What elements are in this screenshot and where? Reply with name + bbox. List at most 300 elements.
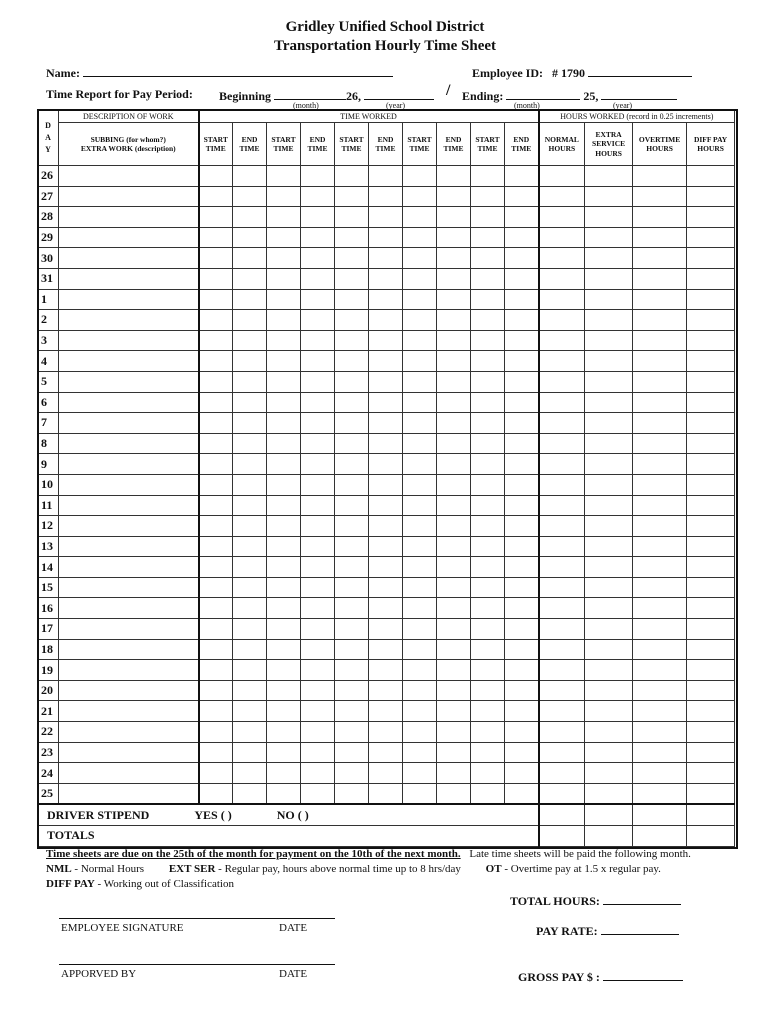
- hours-cell[interactable]: [585, 371, 633, 392]
- time-cell[interactable]: [267, 474, 301, 495]
- hours-cell[interactable]: [633, 598, 687, 619]
- time-cell[interactable]: [233, 371, 267, 392]
- time-cell[interactable]: [233, 660, 267, 681]
- description-cell[interactable]: [59, 598, 199, 619]
- time-cell[interactable]: [233, 577, 267, 598]
- time-cell[interactable]: [335, 186, 369, 207]
- time-cell[interactable]: [199, 186, 233, 207]
- time-cell[interactable]: [369, 557, 403, 578]
- time-cell[interactable]: [505, 166, 539, 187]
- description-cell[interactable]: [59, 186, 199, 207]
- time-cell[interactable]: [369, 186, 403, 207]
- time-cell[interactable]: [505, 763, 539, 784]
- time-cell[interactable]: [505, 598, 539, 619]
- hours-cell[interactable]: [687, 577, 735, 598]
- time-cell[interactable]: [403, 598, 437, 619]
- time-cell[interactable]: [233, 516, 267, 537]
- time-cell[interactable]: [437, 392, 471, 413]
- time-cell[interactable]: [471, 722, 505, 743]
- hours-cell[interactable]: [539, 166, 585, 187]
- hours-cell[interactable]: [687, 639, 735, 660]
- hours-cell[interactable]: [585, 330, 633, 351]
- description-cell[interactable]: [59, 371, 199, 392]
- hours-cell[interactable]: [539, 660, 585, 681]
- hours-cell[interactable]: [539, 186, 585, 207]
- time-cell[interactable]: [267, 454, 301, 475]
- time-cell[interactable]: [505, 557, 539, 578]
- time-cell[interactable]: [267, 248, 301, 269]
- hours-cell[interactable]: [585, 310, 633, 331]
- time-cell[interactable]: [403, 392, 437, 413]
- time-cell[interactable]: [335, 433, 369, 454]
- hours-cell[interactable]: [539, 248, 585, 269]
- time-cell[interactable]: [301, 413, 335, 434]
- time-cell[interactable]: [471, 330, 505, 351]
- hours-cell[interactable]: [687, 619, 735, 640]
- time-cell[interactable]: [199, 536, 233, 557]
- hours-cell[interactable]: [585, 577, 633, 598]
- time-cell[interactable]: [199, 516, 233, 537]
- time-cell[interactable]: [199, 392, 233, 413]
- description-cell[interactable]: [59, 557, 199, 578]
- hours-cell[interactable]: [633, 268, 687, 289]
- time-cell[interactable]: [335, 413, 369, 434]
- hours-cell[interactable]: [687, 392, 735, 413]
- total-hours-cell[interactable]: [687, 826, 735, 847]
- time-cell[interactable]: [199, 660, 233, 681]
- time-cell[interactable]: [199, 413, 233, 434]
- time-cell[interactable]: [199, 248, 233, 269]
- time-cell[interactable]: [301, 536, 335, 557]
- time-cell[interactable]: [335, 454, 369, 475]
- hours-cell[interactable]: [633, 516, 687, 537]
- time-cell[interactable]: [199, 495, 233, 516]
- hours-cell[interactable]: [539, 330, 585, 351]
- ending-month-field[interactable]: [506, 87, 580, 100]
- time-cell[interactable]: [471, 619, 505, 640]
- hours-cell[interactable]: [633, 660, 687, 681]
- time-cell[interactable]: [335, 742, 369, 763]
- time-cell[interactable]: [437, 742, 471, 763]
- time-cell[interactable]: [403, 413, 437, 434]
- time-cell[interactable]: [267, 680, 301, 701]
- hours-cell[interactable]: [633, 186, 687, 207]
- description-cell[interactable]: [59, 474, 199, 495]
- total-hours-cell[interactable]: [633, 826, 687, 847]
- time-cell[interactable]: [505, 722, 539, 743]
- time-cell[interactable]: [505, 701, 539, 722]
- time-cell[interactable]: [335, 660, 369, 681]
- hours-cell[interactable]: [633, 783, 687, 804]
- description-cell[interactable]: [59, 330, 199, 351]
- time-cell[interactable]: [335, 330, 369, 351]
- hours-cell[interactable]: [585, 598, 633, 619]
- time-cell[interactable]: [267, 310, 301, 331]
- time-cell[interactable]: [403, 186, 437, 207]
- description-cell[interactable]: [59, 289, 199, 310]
- time-cell[interactable]: [369, 351, 403, 372]
- time-cell[interactable]: [199, 742, 233, 763]
- time-cell[interactable]: [199, 310, 233, 331]
- time-cell[interactable]: [267, 722, 301, 743]
- time-cell[interactable]: [437, 722, 471, 743]
- hours-cell[interactable]: [539, 351, 585, 372]
- hours-cell[interactable]: [539, 289, 585, 310]
- hours-cell[interactable]: [585, 227, 633, 248]
- time-cell[interactable]: [505, 433, 539, 454]
- time-cell[interactable]: [301, 742, 335, 763]
- time-cell[interactable]: [267, 330, 301, 351]
- time-cell[interactable]: [233, 536, 267, 557]
- time-cell[interactable]: [335, 371, 369, 392]
- time-cell[interactable]: [267, 598, 301, 619]
- time-cell[interactable]: [505, 536, 539, 557]
- hours-cell[interactable]: [633, 680, 687, 701]
- time-cell[interactable]: [505, 474, 539, 495]
- time-cell[interactable]: [301, 310, 335, 331]
- time-cell[interactable]: [403, 371, 437, 392]
- time-cell[interactable]: [267, 227, 301, 248]
- time-cell[interactable]: [369, 783, 403, 804]
- hours-cell[interactable]: [687, 536, 735, 557]
- time-cell[interactable]: [505, 351, 539, 372]
- hours-cell[interactable]: [585, 619, 633, 640]
- description-cell[interactable]: [59, 701, 199, 722]
- time-cell[interactable]: [505, 680, 539, 701]
- time-cell[interactable]: [233, 701, 267, 722]
- time-cell[interactable]: [369, 227, 403, 248]
- hours-cell[interactable]: [585, 474, 633, 495]
- time-cell[interactable]: [505, 783, 539, 804]
- time-cell[interactable]: [233, 722, 267, 743]
- time-cell[interactable]: [267, 166, 301, 187]
- time-cell[interactable]: [233, 474, 267, 495]
- time-cell[interactable]: [267, 701, 301, 722]
- time-cell[interactable]: [301, 186, 335, 207]
- time-cell[interactable]: [233, 433, 267, 454]
- time-cell[interactable]: [199, 763, 233, 784]
- hours-cell[interactable]: [687, 433, 735, 454]
- hours-cell[interactable]: [539, 701, 585, 722]
- time-cell[interactable]: [301, 680, 335, 701]
- hours-cell[interactable]: [633, 495, 687, 516]
- time-cell[interactable]: [437, 639, 471, 660]
- time-cell[interactable]: [199, 557, 233, 578]
- time-cell[interactable]: [437, 577, 471, 598]
- hours-cell[interactable]: [687, 701, 735, 722]
- time-cell[interactable]: [403, 701, 437, 722]
- approver-signature-line[interactable]: [59, 964, 335, 965]
- hours-cell[interactable]: [633, 474, 687, 495]
- time-cell[interactable]: [301, 454, 335, 475]
- hours-cell[interactable]: [585, 289, 633, 310]
- time-cell[interactable]: [335, 763, 369, 784]
- time-cell[interactable]: [267, 351, 301, 372]
- time-cell[interactable]: [199, 207, 233, 228]
- description-cell[interactable]: [59, 207, 199, 228]
- employee-signature-line[interactable]: [59, 918, 335, 919]
- time-cell[interactable]: [471, 680, 505, 701]
- time-cell[interactable]: [505, 660, 539, 681]
- time-cell[interactable]: [505, 619, 539, 640]
- stipend-hours-cell[interactable]: [687, 804, 735, 825]
- time-cell[interactable]: [267, 783, 301, 804]
- hours-cell[interactable]: [539, 310, 585, 331]
- name-field[interactable]: [83, 64, 393, 77]
- time-cell[interactable]: [301, 701, 335, 722]
- pay-rate-field[interactable]: [601, 922, 679, 935]
- hours-cell[interactable]: [539, 516, 585, 537]
- time-cell[interactable]: [437, 289, 471, 310]
- description-cell[interactable]: [59, 763, 199, 784]
- time-cell[interactable]: [505, 392, 539, 413]
- time-cell[interactable]: [335, 351, 369, 372]
- hours-cell[interactable]: [539, 495, 585, 516]
- time-cell[interactable]: [335, 577, 369, 598]
- time-cell[interactable]: [335, 166, 369, 187]
- time-cell[interactable]: [233, 289, 267, 310]
- time-cell[interactable]: [471, 577, 505, 598]
- hours-cell[interactable]: [539, 207, 585, 228]
- time-cell[interactable]: [369, 763, 403, 784]
- hours-cell[interactable]: [539, 474, 585, 495]
- time-cell[interactable]: [301, 330, 335, 351]
- time-cell[interactable]: [471, 742, 505, 763]
- hours-cell[interactable]: [585, 413, 633, 434]
- description-cell[interactable]: [59, 660, 199, 681]
- time-cell[interactable]: [505, 639, 539, 660]
- time-cell[interactable]: [267, 268, 301, 289]
- time-cell[interactable]: [301, 351, 335, 372]
- time-cell[interactable]: [505, 248, 539, 269]
- time-cell[interactable]: [403, 474, 437, 495]
- time-cell[interactable]: [403, 722, 437, 743]
- time-cell[interactable]: [301, 248, 335, 269]
- description-cell[interactable]: [59, 248, 199, 269]
- time-cell[interactable]: [403, 639, 437, 660]
- time-cell[interactable]: [369, 598, 403, 619]
- time-cell[interactable]: [369, 701, 403, 722]
- time-cell[interactable]: [301, 722, 335, 743]
- time-cell[interactable]: [233, 207, 267, 228]
- time-cell[interactable]: [505, 577, 539, 598]
- time-cell[interactable]: [471, 598, 505, 619]
- time-cell[interactable]: [267, 742, 301, 763]
- hours-cell[interactable]: [539, 619, 585, 640]
- time-cell[interactable]: [301, 433, 335, 454]
- total-hours-field[interactable]: [603, 892, 681, 905]
- time-cell[interactable]: [369, 268, 403, 289]
- time-cell[interactable]: [233, 413, 267, 434]
- time-cell[interactable]: [505, 227, 539, 248]
- time-cell[interactable]: [471, 371, 505, 392]
- ending-year-field[interactable]: [601, 87, 677, 100]
- time-cell[interactable]: [369, 495, 403, 516]
- description-cell[interactable]: [59, 433, 199, 454]
- hours-cell[interactable]: [633, 392, 687, 413]
- description-cell[interactable]: [59, 516, 199, 537]
- time-cell[interactable]: [471, 660, 505, 681]
- time-cell[interactable]: [471, 557, 505, 578]
- time-cell[interactable]: [437, 680, 471, 701]
- time-cell[interactable]: [471, 763, 505, 784]
- time-cell[interactable]: [437, 763, 471, 784]
- hours-cell[interactable]: [539, 433, 585, 454]
- hours-cell[interactable]: [687, 186, 735, 207]
- time-cell[interactable]: [301, 619, 335, 640]
- time-cell[interactable]: [199, 371, 233, 392]
- time-cell[interactable]: [403, 166, 437, 187]
- time-cell[interactable]: [437, 516, 471, 537]
- time-cell[interactable]: [437, 310, 471, 331]
- time-cell[interactable]: [471, 433, 505, 454]
- hours-cell[interactable]: [687, 516, 735, 537]
- time-cell[interactable]: [301, 495, 335, 516]
- time-cell[interactable]: [233, 557, 267, 578]
- time-cell[interactable]: [437, 536, 471, 557]
- time-cell[interactable]: [437, 186, 471, 207]
- time-cell[interactable]: [369, 577, 403, 598]
- time-cell[interactable]: [335, 207, 369, 228]
- hours-cell[interactable]: [687, 227, 735, 248]
- hours-cell[interactable]: [633, 351, 687, 372]
- time-cell[interactable]: [403, 495, 437, 516]
- time-cell[interactable]: [471, 248, 505, 269]
- time-cell[interactable]: [403, 433, 437, 454]
- hours-cell[interactable]: [687, 268, 735, 289]
- time-cell[interactable]: [335, 598, 369, 619]
- description-cell[interactable]: [59, 619, 199, 640]
- time-cell[interactable]: [199, 351, 233, 372]
- hours-cell[interactable]: [633, 413, 687, 434]
- time-cell[interactable]: [233, 598, 267, 619]
- time-cell[interactable]: [267, 289, 301, 310]
- time-cell[interactable]: [437, 268, 471, 289]
- time-cell[interactable]: [505, 330, 539, 351]
- time-cell[interactable]: [505, 186, 539, 207]
- hours-cell[interactable]: [585, 557, 633, 578]
- time-cell[interactable]: [369, 392, 403, 413]
- time-cell[interactable]: [301, 783, 335, 804]
- time-cell[interactable]: [403, 742, 437, 763]
- time-cell[interactable]: [267, 207, 301, 228]
- time-cell[interactable]: [233, 248, 267, 269]
- time-cell[interactable]: [505, 516, 539, 537]
- time-cell[interactable]: [267, 433, 301, 454]
- description-cell[interactable]: [59, 454, 199, 475]
- description-cell[interactable]: [59, 268, 199, 289]
- time-cell[interactable]: [403, 577, 437, 598]
- time-cell[interactable]: [335, 392, 369, 413]
- time-cell[interactable]: [199, 701, 233, 722]
- description-cell[interactable]: [59, 495, 199, 516]
- description-cell[interactable]: [59, 166, 199, 187]
- time-cell[interactable]: [505, 413, 539, 434]
- time-cell[interactable]: [301, 639, 335, 660]
- hours-cell[interactable]: [633, 227, 687, 248]
- time-cell[interactable]: [403, 454, 437, 475]
- hours-cell[interactable]: [687, 289, 735, 310]
- stipend-hours-cell[interactable]: [585, 804, 633, 825]
- hours-cell[interactable]: [687, 598, 735, 619]
- description-cell[interactable]: [59, 680, 199, 701]
- time-cell[interactable]: [301, 598, 335, 619]
- time-cell[interactable]: [369, 722, 403, 743]
- hours-cell[interactable]: [687, 166, 735, 187]
- hours-cell[interactable]: [539, 598, 585, 619]
- time-cell[interactable]: [437, 227, 471, 248]
- time-cell[interactable]: [369, 310, 403, 331]
- time-cell[interactable]: [437, 474, 471, 495]
- time-cell[interactable]: [505, 371, 539, 392]
- time-cell[interactable]: [471, 454, 505, 475]
- hours-cell[interactable]: [687, 413, 735, 434]
- time-cell[interactable]: [267, 660, 301, 681]
- time-cell[interactable]: [369, 660, 403, 681]
- hours-cell[interactable]: [539, 680, 585, 701]
- time-cell[interactable]: [505, 742, 539, 763]
- time-cell[interactable]: [369, 454, 403, 475]
- time-cell[interactable]: [471, 166, 505, 187]
- gross-pay-field[interactable]: [603, 968, 683, 981]
- hours-cell[interactable]: [539, 536, 585, 557]
- stipend-yes-option[interactable]: YES ( ): [194, 807, 232, 822]
- description-cell[interactable]: [59, 413, 199, 434]
- hours-cell[interactable]: [687, 207, 735, 228]
- hours-cell[interactable]: [539, 371, 585, 392]
- time-cell[interactable]: [301, 227, 335, 248]
- hours-cell[interactable]: [585, 536, 633, 557]
- hours-cell[interactable]: [633, 433, 687, 454]
- hours-cell[interactable]: [633, 248, 687, 269]
- time-cell[interactable]: [267, 186, 301, 207]
- hours-cell[interactable]: [539, 742, 585, 763]
- hours-cell[interactable]: [585, 248, 633, 269]
- description-cell[interactable]: [59, 639, 199, 660]
- hours-cell[interactable]: [687, 763, 735, 784]
- time-cell[interactable]: [301, 289, 335, 310]
- time-cell[interactable]: [505, 268, 539, 289]
- time-cell[interactable]: [199, 722, 233, 743]
- hours-cell[interactable]: [585, 783, 633, 804]
- time-cell[interactable]: [199, 268, 233, 289]
- time-cell[interactable]: [233, 268, 267, 289]
- hours-cell[interactable]: [633, 577, 687, 598]
- hours-cell[interactable]: [687, 248, 735, 269]
- time-cell[interactable]: [301, 474, 335, 495]
- time-cell[interactable]: [505, 289, 539, 310]
- hours-cell[interactable]: [687, 474, 735, 495]
- hours-cell[interactable]: [539, 783, 585, 804]
- time-cell[interactable]: [267, 639, 301, 660]
- time-cell[interactable]: [199, 783, 233, 804]
- stipend-no-option[interactable]: NO ( ): [276, 807, 309, 822]
- time-cell[interactable]: [301, 207, 335, 228]
- time-cell[interactable]: [369, 536, 403, 557]
- time-cell[interactable]: [233, 392, 267, 413]
- time-cell[interactable]: [403, 268, 437, 289]
- time-cell[interactable]: [369, 680, 403, 701]
- time-cell[interactable]: [403, 536, 437, 557]
- time-cell[interactable]: [471, 207, 505, 228]
- time-cell[interactable]: [335, 248, 369, 269]
- description-cell[interactable]: [59, 577, 199, 598]
- time-cell[interactable]: [369, 516, 403, 537]
- time-cell[interactable]: [233, 639, 267, 660]
- time-cell[interactable]: [403, 680, 437, 701]
- time-cell[interactable]: [471, 351, 505, 372]
- time-cell[interactable]: [437, 619, 471, 640]
